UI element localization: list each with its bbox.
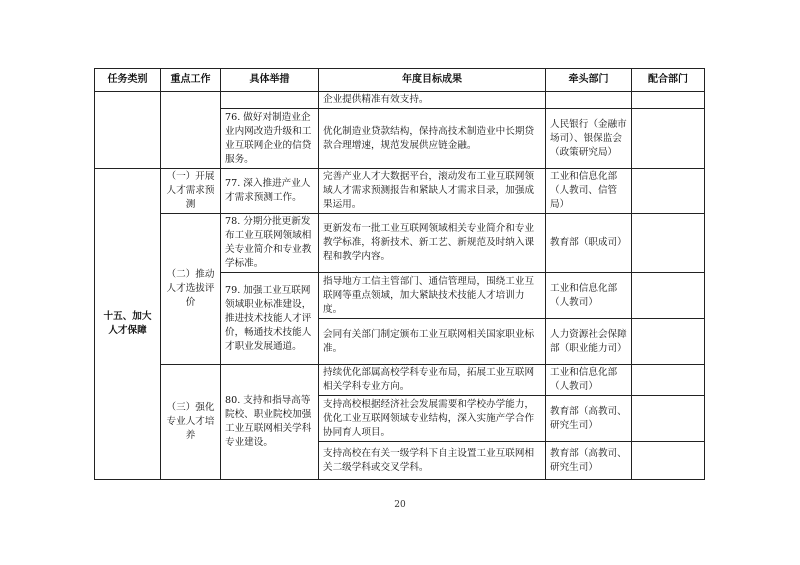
measure-cell: 80. 支持和指导高等院校、职业院校加强工业互联网相关学科专业建设。 — [221, 365, 319, 480]
measure-cell: 79. 加强工业互联网领域职业标准建设，推进技术技能人才评价，畅通技术技能人才职业发展通道。 — [221, 273, 319, 365]
focus-cell: （一）开展人才需求预测 — [161, 169, 221, 214]
goal-cell: 支持高校在有关一级学科下自主设置工业互联网相关二级学科或交叉学科。 — [319, 442, 546, 480]
category-cell: 十五、加大人才保障 — [95, 169, 161, 480]
measure-cell: 77. 深入推进产业人才需求预测工作。 — [221, 169, 319, 214]
header-goals: 年度目标成果 — [319, 69, 546, 92]
category-cell-continued — [95, 92, 161, 169]
goal-cell: 指导地方工信主管部门、通信管理局，围绕工业互联网等重点领域，加大紧缺技术技能人才培训力度。 — [319, 273, 546, 319]
measure-cell-continued — [221, 92, 319, 109]
goal-cell: 更新发布一批工业互联网领域相关专业简介和专业教学标准，将新技术、新工艺、新规范及时纳入课程和教学内容。 — [319, 214, 546, 273]
header-category: 任务类别 — [95, 69, 161, 92]
coop-cell — [632, 109, 705, 169]
coop-cell — [632, 169, 705, 214]
coop-cell — [632, 442, 705, 480]
focus-cell: （二）推动人才选拔评价 — [161, 214, 221, 365]
lead-cell: 教育部（高教司、研究生司） — [546, 442, 632, 480]
lead-cell: 人民银行（金融市场司）、银保监会（政策研究局） — [546, 109, 632, 169]
table-header-row — [95, 69, 705, 92]
coop-cell — [632, 92, 705, 109]
goal-cell: 企业提供精准有效支持。 — [319, 92, 546, 109]
lead-cell: 工业和信息化部（人教司） — [546, 273, 632, 319]
header-coop: 配合部门 — [632, 69, 705, 92]
lead-cell: 人力资源社会保障部（职业能力司） — [546, 319, 632, 365]
coop-cell — [632, 214, 705, 273]
coop-cell — [632, 319, 705, 365]
measure-cell: 76. 做好对制造业企业内网改造升级和工业互联网企业的信贷服务。 — [221, 109, 319, 169]
goal-cell: 持续优化部属高校学科专业布局，拓展工业互联网相关学科专业方向。 — [319, 365, 546, 396]
focus-cell: （三）强化专业人才培养 — [161, 365, 221, 480]
table-row — [95, 365, 705, 396]
lead-cell: 工业和信息化部（人教司） — [546, 365, 632, 396]
coop-cell — [632, 273, 705, 319]
header-measures: 具体举措 — [221, 69, 319, 92]
lead-cell — [546, 92, 632, 109]
goal-cell: 完善产业人才大数据平台，滚动发布工业互联网领域人才需求预测报告和紧缺人才需求目录，加强成果运用。 — [319, 169, 546, 214]
page-number: 20 — [394, 500, 406, 510]
coop-cell — [632, 365, 705, 396]
lead-cell: 教育部（高教司、研究生司） — [546, 396, 632, 442]
table-row — [95, 169, 705, 214]
goal-cell: 支持高校根据经济社会发展需要和学校办学能力，优化工业互联网领域专业结构，深入实施产学合作协同育人项目。 — [319, 396, 546, 442]
lead-cell: 工业和信息化部（人教司、信管局） — [546, 169, 632, 214]
table-row — [95, 92, 705, 109]
task-table — [94, 68, 705, 480]
table-row — [95, 214, 705, 273]
goal-cell: 优化制造业贷款结构，保持高技术制造业中长期贷款合理增速，规范发展供应链金融。 — [319, 109, 546, 169]
measure-cell: 78. 分期分批更新发布工业互联网领域相关专业简介和专业教学标准。 — [221, 214, 319, 273]
coop-cell — [632, 396, 705, 442]
goal-cell: 会同有关部门制定颁布工业互联网相关国家职业标准。 — [319, 319, 546, 365]
lead-cell: 教育部（职成司） — [546, 214, 632, 273]
header-lead: 牵头部门 — [546, 69, 632, 92]
header-focus: 重点工作 — [161, 69, 221, 92]
focus-cell-continued — [161, 92, 221, 169]
